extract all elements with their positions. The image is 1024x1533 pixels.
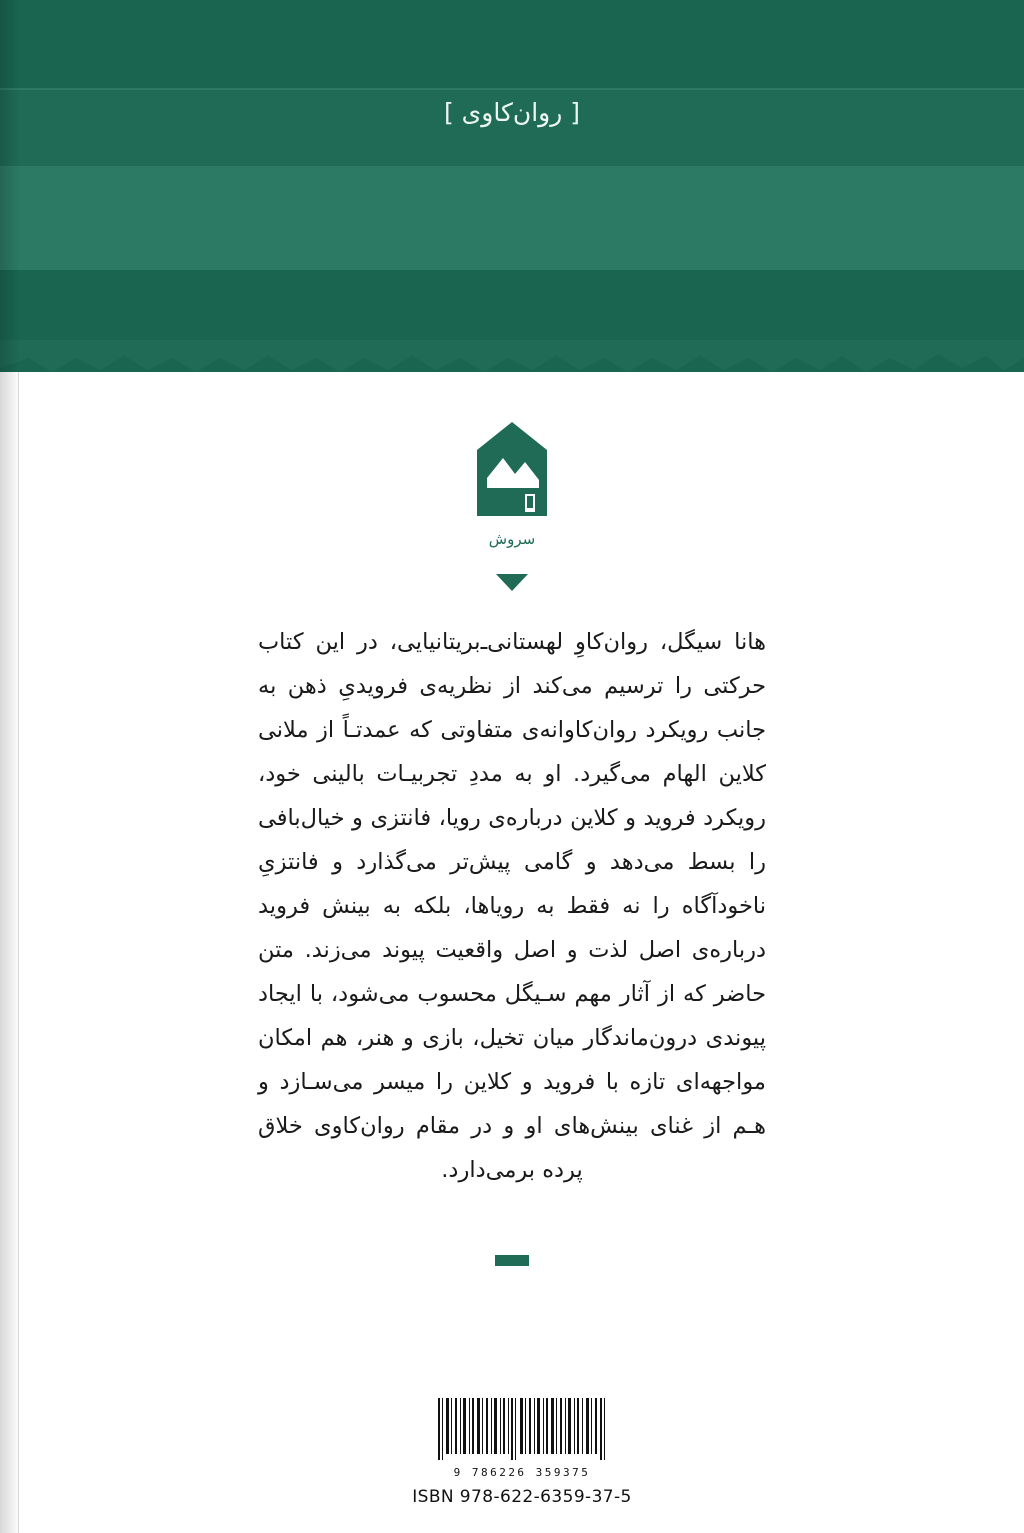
isbn-text: ISBN 978-622-6359-37-5 [412, 1487, 632, 1507]
blurb-paragraph: هانا سیگل، روان‌کاوِ لهستانی‌ـ‌بریتانیایی، در این کتاب حرکتی را ترسیم می‌کند از نظریه‌ی فرویدیِ ذهن به جانب رویکرد روان‌کاوانه‌ی متفاوتی که عمدتـاً از ملانی کلاین الهام می‌گیرد. او به مددِ تجربیـات بالینی خود، رویکرد فروید و کلاین درباره‌ی رویا، فانتزی و خیال‌بافی را بسط می‌دهد و گامی پیش‌تر می‌گذارد و فانتزیِ ناخودآگاه را نه فقط به رویاها، بلکه به بینش فروید درباره‌ی اصل لذت و اصل واقعیت پیوند می‌زند. متن حاضر که از آثار مهم سـیگل محسوب می‌شود، با ایجاد پیوندی درون‌ماندگار میان تخیل، بازی و هنر، هم امکان مواجهه‌ای تازه با فروید و کلاین را میسر می‌سـازد و هـم از غنای بینش‌های او و در مقام روان‌کاوی خلاق پرده برمی‌دارد. [258, 629, 766, 1183]
spine-shadow [0, 0, 20, 1533]
top-green-band [0, 0, 1024, 372]
barcode-icon [434, 1396, 610, 1464]
blurb-end-mark [495, 1255, 529, 1266]
publisher-logo-block [0, 420, 1024, 591]
band-stripe-top [0, 0, 1024, 90]
publisher-name: سروش [488, 530, 536, 548]
barcode-digits: 9 786226 359375 [453, 1466, 591, 1479]
series-label: [ روان‌کاوی ] [443, 98, 580, 127]
caret-down-icon [496, 574, 528, 591]
mountain-house-logo-icon [469, 420, 555, 524]
barcode-block [412, 1396, 632, 1507]
back-cover-blurb [258, 620, 766, 1192]
band-stripe-middle [0, 166, 1024, 270]
band-stripe-lower [0, 270, 1024, 372]
